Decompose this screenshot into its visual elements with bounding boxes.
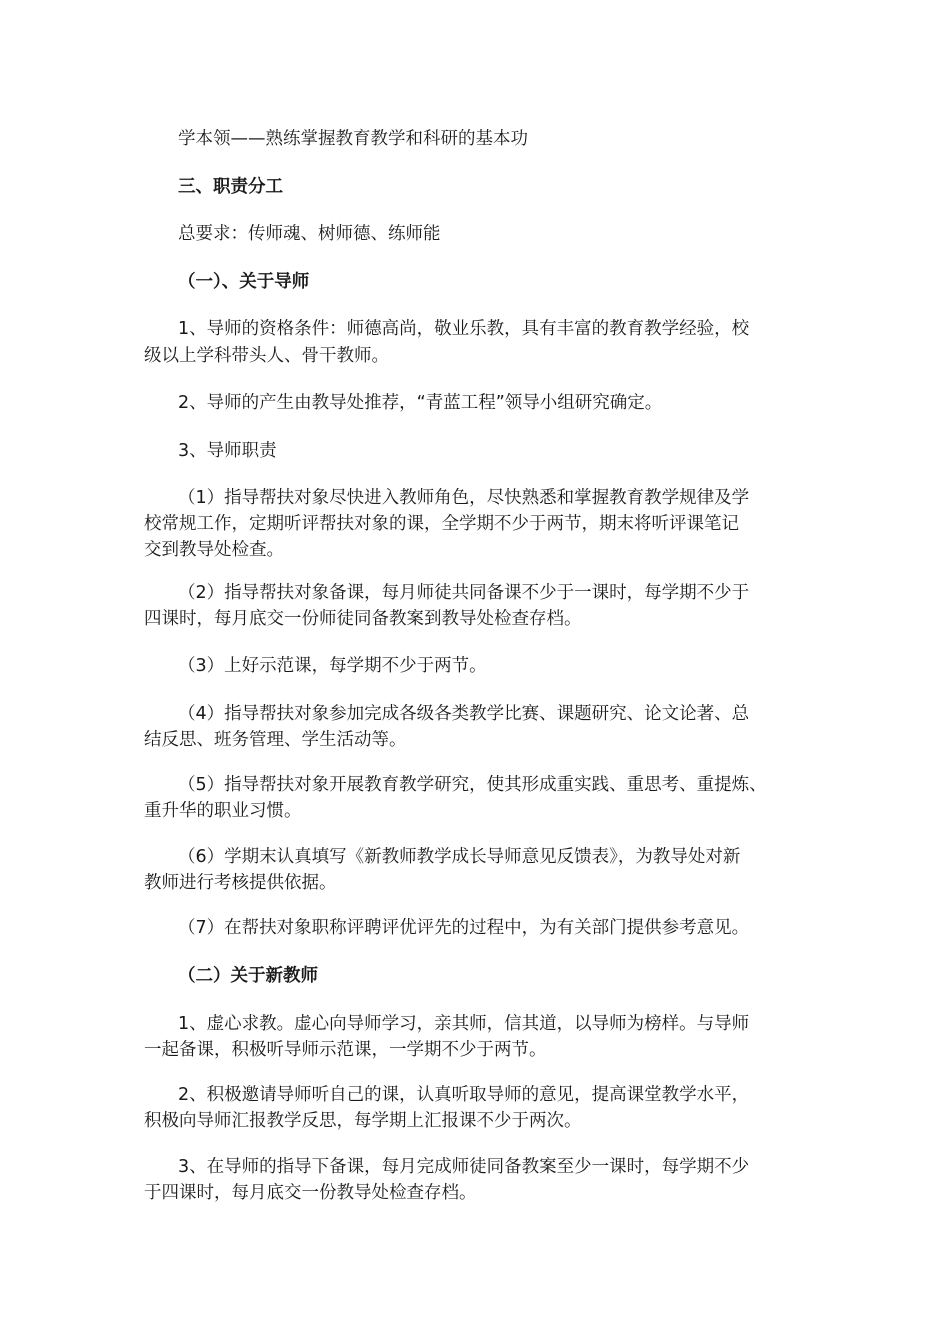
text-line: 2、导师的产生由教导处推荐，“青蓝工程”领导小组研究确定。 xyxy=(178,393,663,413)
text-line: （4）指导帮扶对象参加完成各级各类教学比赛、课题研究、论文论著、总 xyxy=(178,704,750,724)
text-line: （2）指导帮扶对象备课，每月师徒共同备课不少于一课时，每学期不少于 xyxy=(178,583,750,603)
text-line: 积极向导师汇报教学反思，每学期上汇报课不少于两次。 xyxy=(144,1111,582,1131)
text-line: 1、导师的资格条件：师德高尚，敬业乐教，具有丰富的教育教学经验，校 xyxy=(178,319,750,339)
text-line: 于四课时，每月底交一份教导处检查存档。 xyxy=(144,1183,477,1203)
text-line: 3、在导师的指导下备课，每月完成师徒同备教案至少一课时，每学期不少 xyxy=(178,1157,750,1177)
text-line: 交到教导处检查。 xyxy=(144,540,284,560)
section-heading: 三、职责分工 xyxy=(178,177,283,197)
text-line: 教师进行考核提供依据。 xyxy=(144,873,337,893)
text-line: 重升华的职业习惯。 xyxy=(144,801,302,821)
subsection-heading: （一）、关于导师 xyxy=(178,272,310,292)
text-line: 校常规工作，定期听评帮扶对象的课，全学期不少于两节，期末将听评课笔记 xyxy=(144,514,739,534)
text-line: （7）在帮扶对象职称评聘评优评先的过程中，为有关部门提供参考意见。 xyxy=(178,918,750,938)
text-line: 总要求：传师魂、树师德、练师能 xyxy=(178,224,441,244)
text-line: 级以上学科带头人、骨干教师。 xyxy=(144,346,389,366)
text-line: 1、虚心求教。虚心向导师学习，亲其师，信其道，以导师为榜样。与导师 xyxy=(178,1014,750,1034)
text-line: 学本领——熟练掌握教育教学和科研的基本功 xyxy=(178,129,528,149)
text-line: （1）指导帮扶对象尽快进入教师角色，尽快熟悉和掌握教育教学规律及学 xyxy=(178,488,750,508)
text-line: （3）上好示范课，每学期不少于两节。 xyxy=(178,656,487,676)
text-line: 一起备课，积极听导师示范课，一学期不少于两节。 xyxy=(144,1040,547,1060)
text-line: 四课时，每月底交一份师徒同备教案到教导处检查存档。 xyxy=(144,609,582,629)
text-line: 3、导师职责 xyxy=(178,441,277,461)
subsection-heading: （二）关于新教师 xyxy=(178,966,318,986)
text-line: 结反思、班务管理、学生活动等。 xyxy=(144,730,407,750)
text-line: （5）指导帮扶对象开展教育教学研究，使其形成重实践、重思考、重提炼、 xyxy=(178,775,767,795)
text-line: （6）学期末认真填写《新教师教学成长导师意见反馈表》，为教导处对新 xyxy=(178,847,741,867)
text-line: 2、积极邀请导师听自己的课，认真听取导师的意见，提高课堂教学水平， xyxy=(178,1085,750,1105)
